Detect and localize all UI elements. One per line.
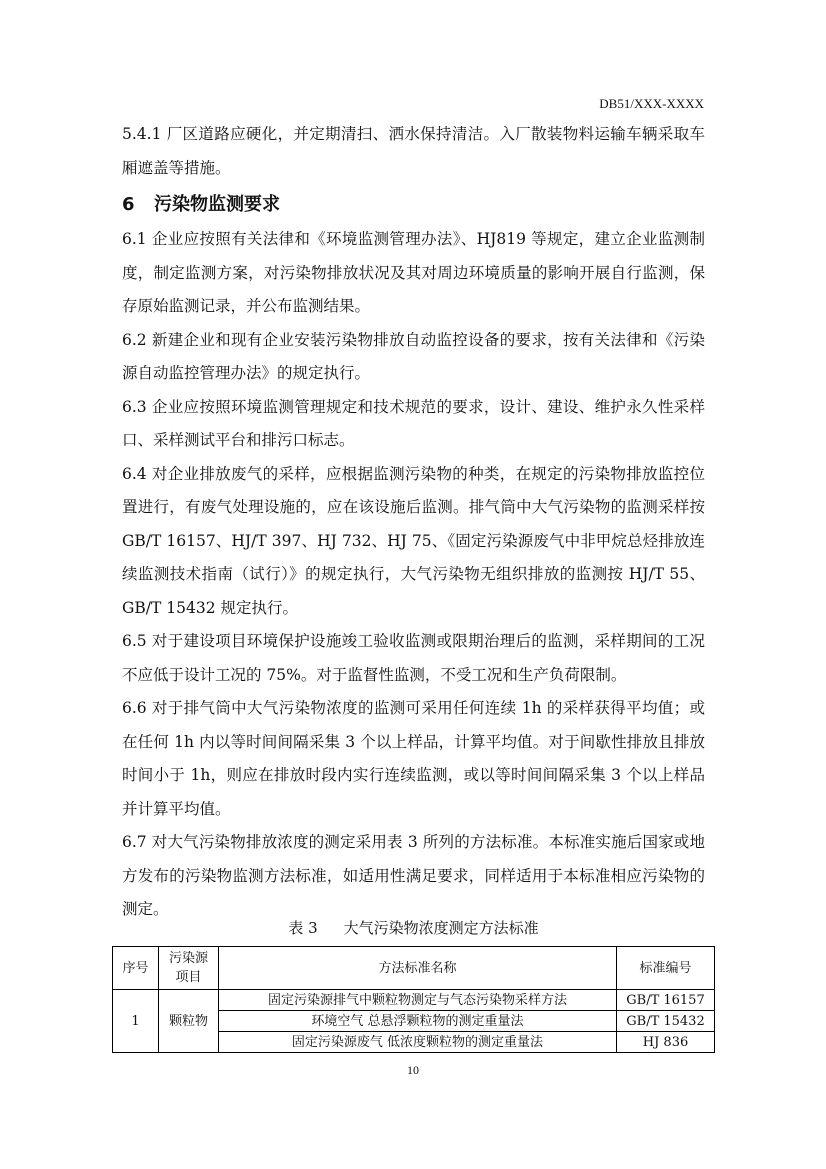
paragraph-6-4: 6.4 对企业排放废气的采样，应根据监测污染物的种类，在规定的污染物排放监控位置进行，有废气处理设施的，应在该设施后监测。排气筒中大气污染物的监测采样按 GB/T 16157、HJ/T 397、HJ 732、HJ 75、《固定污染源废气中非甲烷总烃排放连续监测技术指南（试行）》的规定执行，大气污染物无组织排放的监测按 HJ/T 55、GB/T 15432 规定执行。	[122, 464, 705, 617]
paragraph-6-3: 6.3 企业应按照环境监测管理规定和技术规范的要求，设计、建设、维护永久性采样口、采样测试平台和排污口标志。	[122, 397, 705, 449]
section-heading	[122, 187, 705, 223]
cell-seq: 1	[113, 990, 159, 1053]
document-body	[122, 118, 705, 927]
page-number: 10	[407, 1063, 419, 1077]
section-title: 污染物监测要求	[154, 194, 280, 215]
table-caption	[122, 917, 705, 938]
paragraph-6-1: 6.1 企业应按照有关法律和《环境监测管理办法》、HJ819 等规定，建立企业监测制度，制定监测方案，对污染物排放状况及其对周边环境质量的影响开展自行监测，保存原始监测记录，并公布监测结果。	[122, 230, 705, 315]
document-code: DB51/XXX-XXXX	[599, 96, 704, 111]
header-seq: 序号	[113, 947, 159, 990]
paragraph-6-6: 6.6 对于排气筒中大气污染物浓度的监测可采用任何连续 1h 的采样获得平均值；或在任何 1h 内以等时间间隔采集 3 个以上样品，计算平均值。对于间歇性排放且排放时间小于 1h，则应在排放时段内实行连续监测，或以等时间间隔采集 3 个以上样品并计算平均值。	[122, 699, 705, 818]
paragraph-6-5: 6.5 对于建设项目环境保护设施竣工验收监测或限期治理后的监测，采样期间的工况不应低于设计工况的 75%。对于监督性监测，不受工况和生产负荷限制。	[122, 632, 705, 684]
paragraph-5-4-1: 5.4.1 厂区道路应硬化，并定期清扫、洒水保持清洁。入厂散装物料运输车辆采取车厢遮盖等措施。	[122, 125, 705, 177]
section-number: 6	[122, 194, 135, 215]
cell-code: GB/T 16157	[617, 990, 715, 1011]
header-item: 污染源项目	[159, 947, 219, 990]
table-row	[113, 990, 715, 1011]
cell-method: 固定污染源废气 低浓度颗粒物的测定重量法	[219, 1032, 617, 1053]
table-title: 大气污染物浓度测定方法标准	[343, 919, 539, 937]
paragraph-6-7: 6.7 对大气污染物排放浓度的测定采用表 3 所列的方法标准。本标准实施后国家或地方发布的污染物监测方法标准，如适用性满足要求，同样适用于本标准相应污染物的测定。	[122, 833, 705, 918]
cell-method: 固定污染源排气中颗粒物测定与气态污染物采样方法	[219, 990, 617, 1011]
cell-item: 颗粒物	[159, 990, 219, 1053]
header-method: 方法标准名称	[219, 947, 617, 990]
table-label: 表 3	[288, 919, 318, 937]
cell-code: HJ 836	[617, 1032, 715, 1053]
cell-method: 环境空气 总悬浮颗粒物的测定重量法	[219, 1011, 617, 1032]
standards-table	[112, 946, 715, 1053]
table-header-row	[113, 947, 715, 990]
paragraph-6-2: 6.2 新建企业和现有企业安装污染物排放自动监控设备的要求，按有关法律和《污染源自动监控管理办法》的规定执行。	[122, 330, 705, 382]
header-code: 标准编号	[617, 947, 715, 990]
cell-code: GB/T 15432	[617, 1011, 715, 1032]
